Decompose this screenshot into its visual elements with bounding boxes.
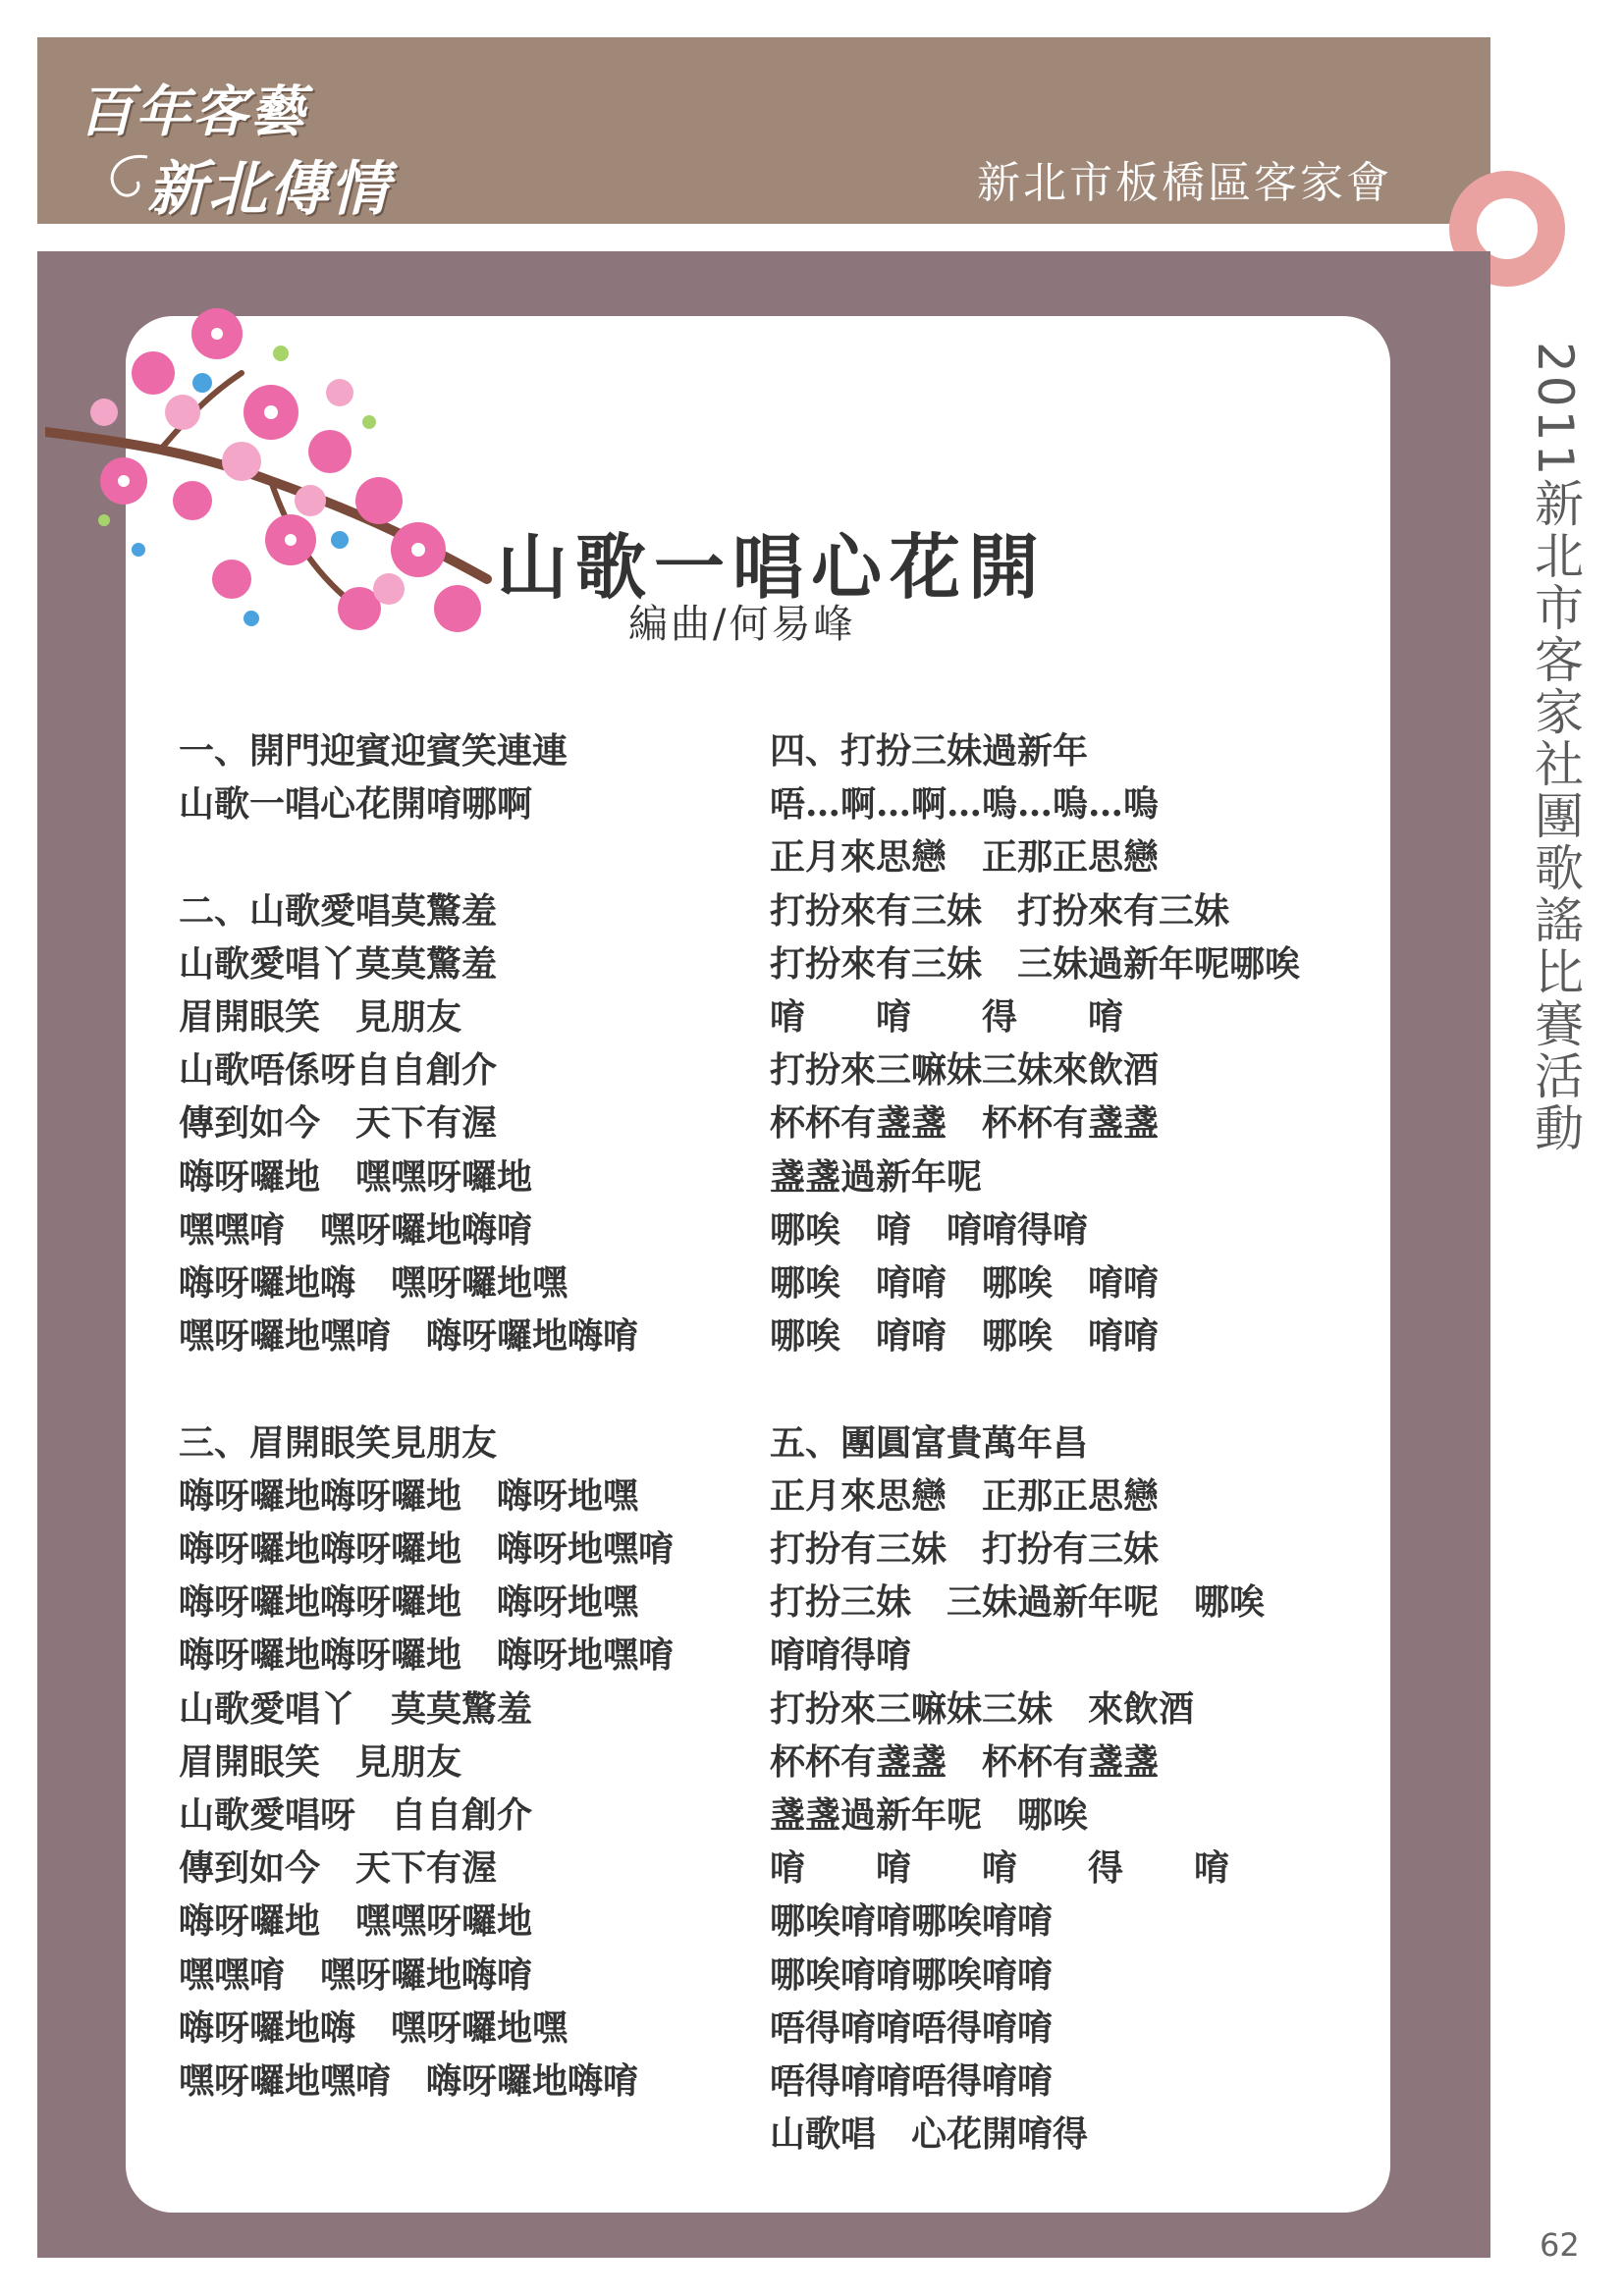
- lyric-line: 山歌唱 心花開唷得: [770, 2113, 1089, 2156]
- song-title: 山歌一唱心花開: [497, 525, 1048, 609]
- lyric-line: 打扮三妹 三妹過新年呢 哪唉: [770, 1581, 1266, 1624]
- lyric-line: 正月來思戀 正那正思戀: [770, 836, 1160, 879]
- lyric-line: 嗨呀囉地嗨呀囉地 嗨呀地嘿: [179, 1581, 639, 1624]
- lyric-line: 唷唷得唷: [770, 1634, 912, 1677]
- lyric-line: 打扮來三嘛妹三妹 來飲酒: [770, 1687, 1195, 1730]
- stanza-heading: 二、山歌愛唱莫驚羞: [179, 889, 498, 932]
- lyrics-stanza: [770, 1416, 1379, 2162]
- lyric-line: 傳到如今 天下有渥: [179, 1847, 498, 1890]
- lyric-line: 唷 唷 得 唷: [770, 996, 1124, 1039]
- stanza-heading: 四、打扮三妹過新年: [770, 730, 1089, 772]
- lyrics-stanza: [179, 1416, 729, 2109]
- lyric-line: 唔得唷唷唔得唷唷: [770, 2006, 1054, 2049]
- lyric-line: 嘿呀囉地嘿唷 嗨呀囉地嗨唷: [179, 2060, 639, 2103]
- lyric-line: 嗨呀囉地嗨呀囉地 嗨呀地嘿唷: [179, 1528, 675, 1571]
- logo-title-top: 百年客藝: [79, 80, 306, 144]
- lyric-line: 嗨呀囉地 嘿嘿呀囉地: [179, 1155, 533, 1198]
- lyric-line: 哪唉 唷唷 哪唉 唷唷: [770, 1315, 1160, 1358]
- lyric-line: 嗨呀囉地嗨 嘿呀囉地嘿: [179, 2006, 568, 2049]
- lyrics-column-right: [770, 724, 1379, 2215]
- lyric-line: 哪唉 唷 唷唷得唷: [770, 1208, 1089, 1251]
- lyric-line: 山歌唔係呀自自創介: [179, 1049, 498, 1092]
- organization-name: 新北市板橋區客家會: [977, 158, 1392, 208]
- lyric-line: 哪唉唷唷哪唉唷唷: [770, 1900, 1054, 1943]
- lyric-line: 山歌愛唱呀 自自創介: [179, 1794, 533, 1837]
- lyric-line: 哪唉唷唷哪唉唷唷: [770, 1953, 1054, 1996]
- lyric-line: 山歌愛唱丫莫莫驚羞: [179, 942, 498, 985]
- lyric-line: 打扮來有三妹 三妹過新年呢哪唉: [770, 942, 1301, 985]
- lyric-line: 盞盞過新年呢: [770, 1155, 983, 1198]
- lyric-line: 嗨呀囉地嗨 嘿呀囉地嘿: [179, 1262, 568, 1305]
- lyric-line: 打扮來有三妹 打扮來有三妹: [770, 889, 1230, 932]
- lyric-line: 嘿呀囉地嘿唷 嗨呀囉地嗨唷: [179, 1315, 639, 1358]
- stanza-heading: 五、團圓富貴萬年昌: [770, 1421, 1089, 1464]
- lyric-line: 嗨呀囉地嗨呀囉地 嗨呀地嘿唷: [179, 1634, 675, 1677]
- lyric-line: 嘿嘿唷 嘿呀囉地嗨唷: [179, 1208, 533, 1251]
- lyrics-column-left: [179, 724, 729, 2161]
- lyric-line: 嘿嘿唷 嘿呀囉地嗨唷: [179, 1953, 533, 1996]
- lyric-line: 嗨呀囉地 嘿嘿呀囉地: [179, 1900, 533, 1943]
- lyric-line: 唔得唷唷唔得唷唷: [770, 2060, 1054, 2103]
- event-title-vertical: 2011新北市客家社團歌謠比賽活動: [1527, 342, 1584, 1155]
- lyric-line: 眉開眼笑 見朋友: [179, 996, 462, 1038]
- lyric-line: 傳到如今 天下有渥: [179, 1102, 498, 1145]
- lyric-line: 杯杯有盞盞 杯杯有盞盞: [770, 1102, 1160, 1145]
- lyric-line: 正月來思戀 正那正思戀: [770, 1474, 1160, 1517]
- lyrics-stanza: [770, 724, 1379, 1362]
- lyric-line: 盞盞過新年呢 哪唉: [770, 1794, 1089, 1837]
- lyric-line: 山歌一唱心花開唷哪啊: [179, 783, 533, 826]
- lyric-line: 哪唉 唷唷 哪唉 唷唷: [770, 1262, 1160, 1305]
- lyric-line: 杯杯有盞盞 杯杯有盞盞: [770, 1740, 1160, 1783]
- stanza-heading: 三、眉開眼笑見朋友: [179, 1421, 498, 1464]
- composer-credit: 編曲/何易峰: [628, 602, 856, 647]
- lyric-line: 打扮來三嘛妹三妹來飲酒: [770, 1049, 1160, 1092]
- lyric-line: 打扮有三妹 打扮有三妹: [770, 1528, 1160, 1571]
- lyric-line: 眉開眼笑 見朋友: [179, 1740, 462, 1783]
- page-number: 62: [1540, 2226, 1580, 2264]
- lyrics-stanza: [179, 884, 729, 1363]
- lyrics-stanza: [179, 724, 729, 830]
- lyric-line: 嗨呀囉地嗨呀囉地 嗨呀地嘿: [179, 1474, 639, 1517]
- lyric-line: 山歌愛唱丫 莫莫驚羞: [179, 1687, 533, 1730]
- cherry-blossom-illustration: [45, 294, 507, 658]
- logo-title-bottom: 新北傳情: [147, 155, 391, 224]
- stanza-heading: 一、開門迎賓迎賓笑連連: [179, 730, 568, 772]
- lyric-line: 唔…啊…啊…嗚…嗚…嗚: [770, 783, 1160, 826]
- lyric-line: 唷 唷 唷 得 唷: [770, 1847, 1230, 1890]
